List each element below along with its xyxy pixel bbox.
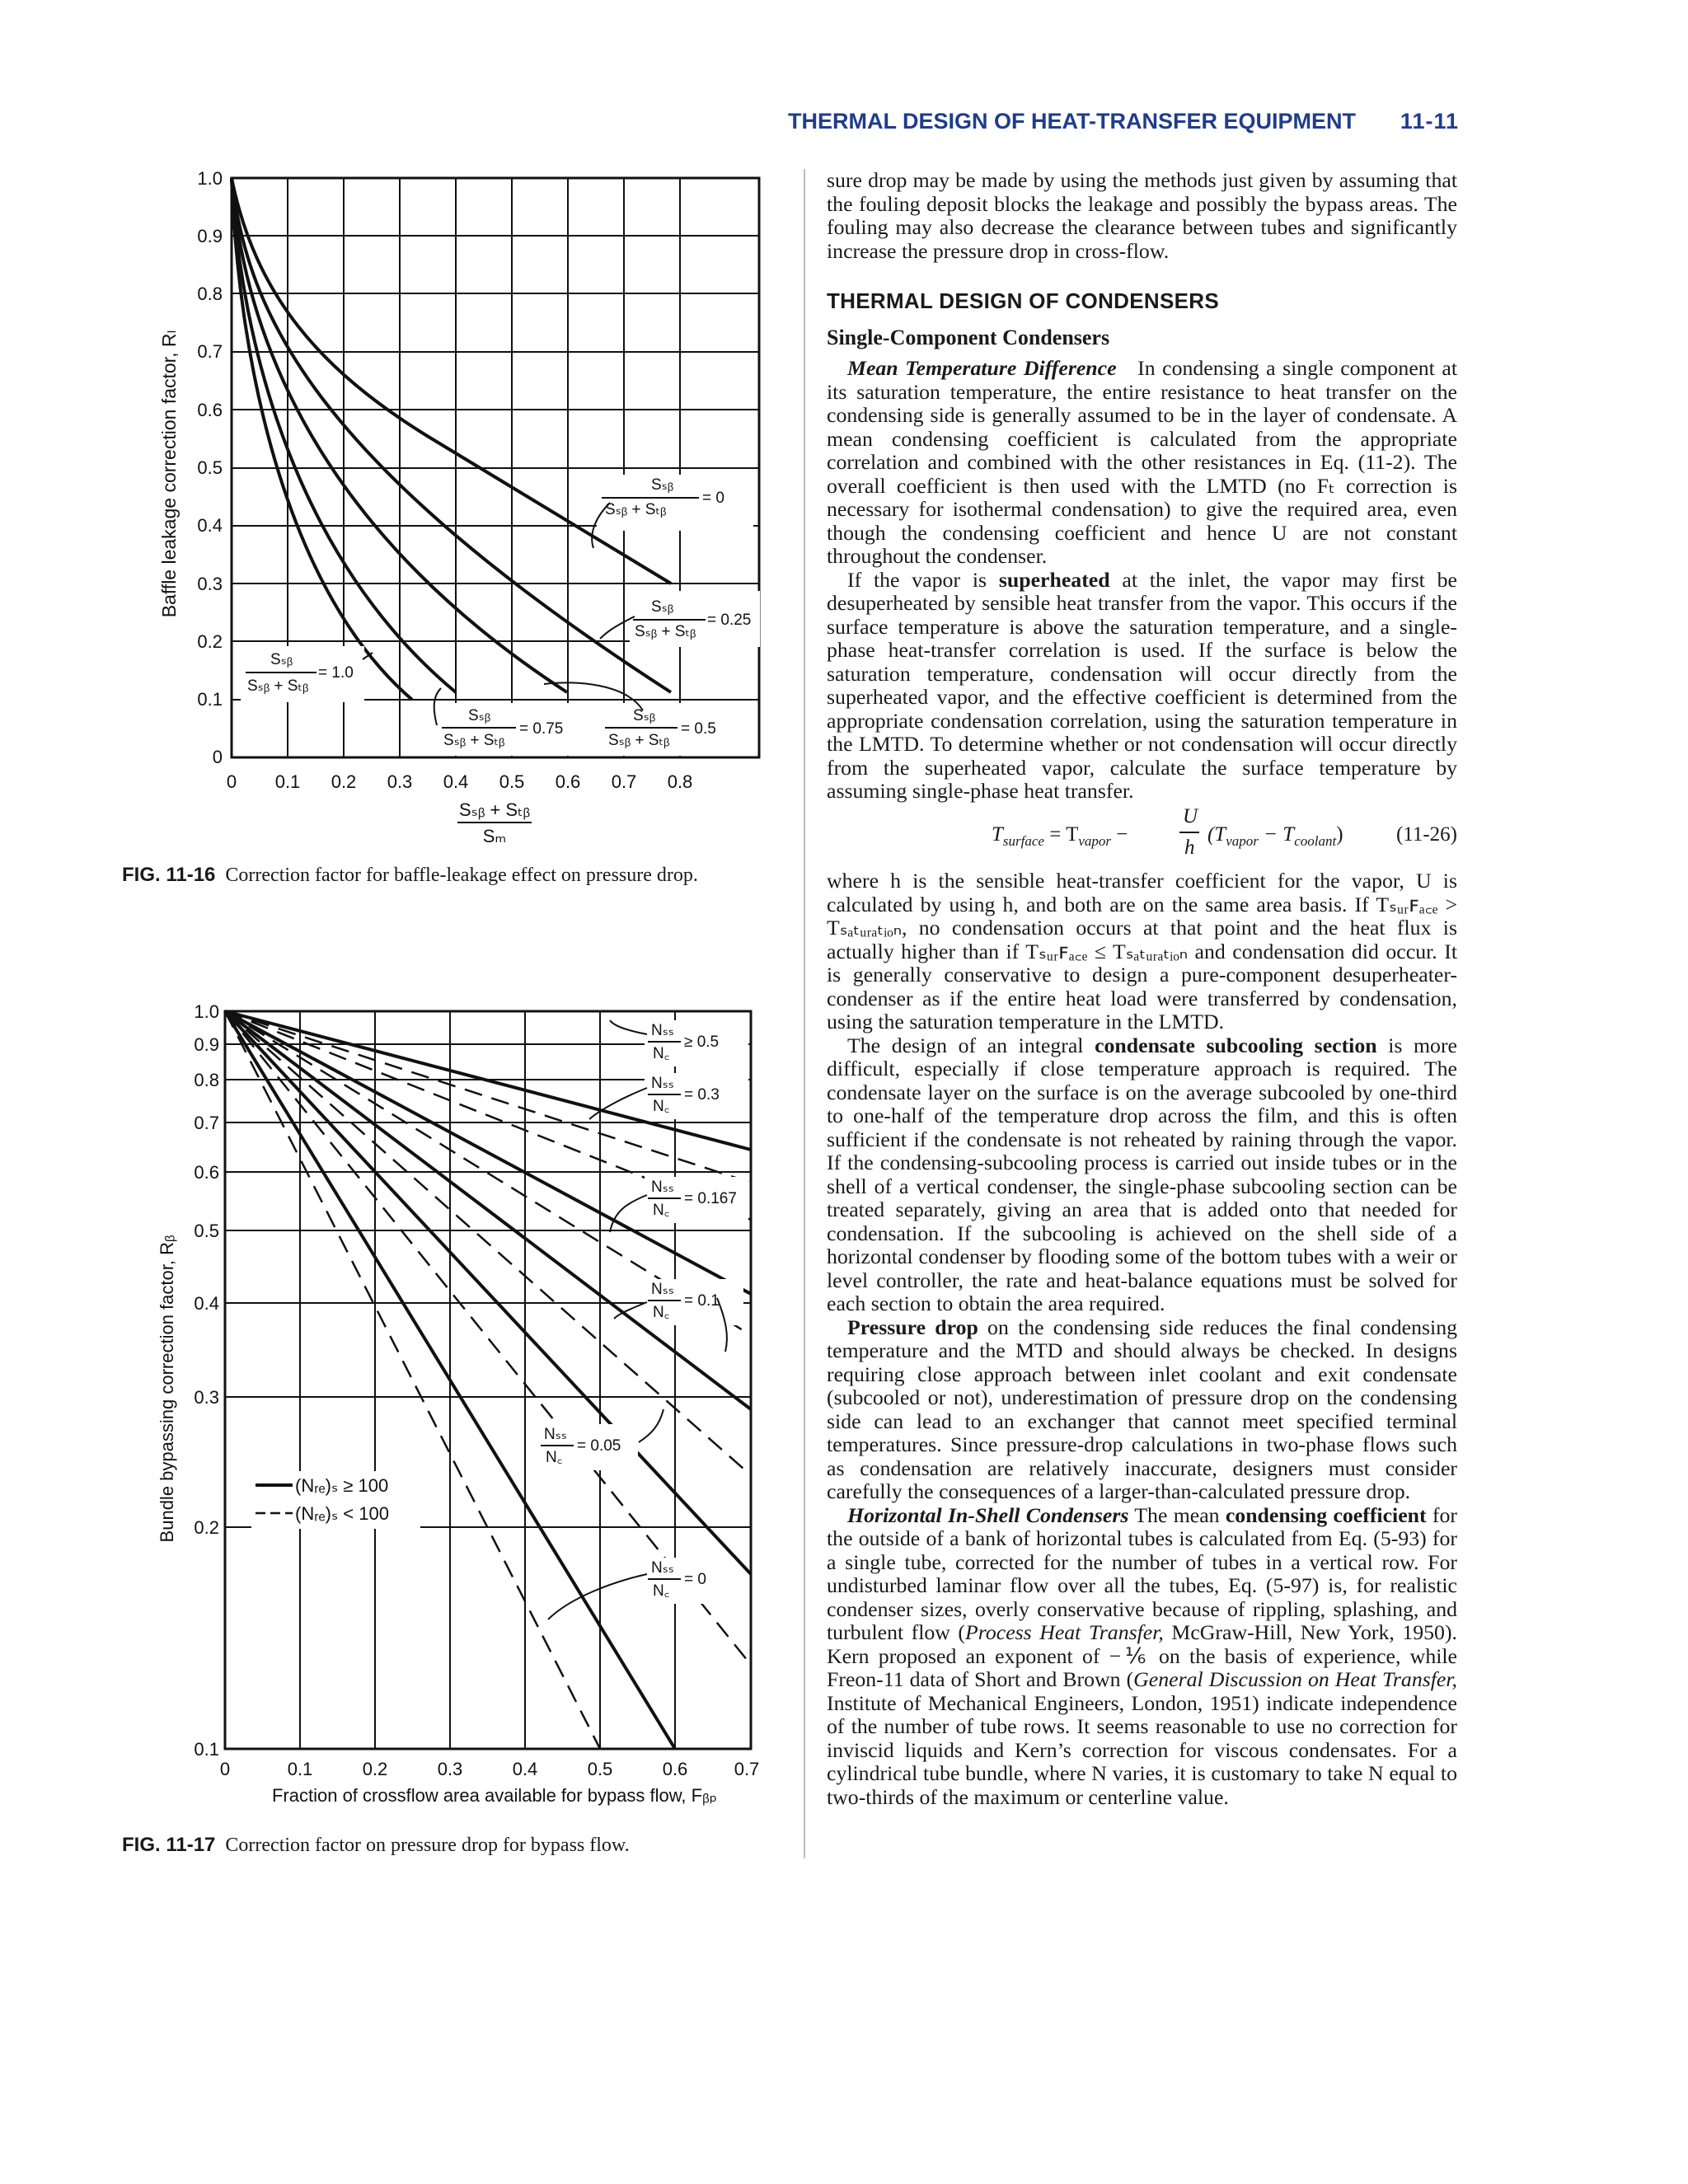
section-heading: THERMAL DESIGN OF CONDENSERS — [827, 288, 1219, 313]
y-tick: 0.4 — [194, 1293, 219, 1314]
svg-text:= 0.3: = 0.3 — [684, 1086, 720, 1104]
svg-text:= 0.5: = 0.5 — [681, 720, 716, 738]
x-tick: 0.2 — [331, 771, 357, 792]
page-number: 11-11 — [1400, 109, 1459, 134]
svg-text:N꜀: N꜀ — [653, 1304, 670, 1321]
svg-text:Sₛᵦ + Sₜᵦ: Sₛᵦ + Sₜᵦ — [608, 732, 670, 749]
y-tick: 0 — [212, 747, 223, 767]
y-axis-label: Baffle leakage correction factor, Rₗ — [158, 330, 180, 618]
fig17-ticks-x — [220, 1759, 759, 1779]
body-block-2: where h is the sensible heat-transfer coefficient for the vapor, U is calculated by using h, and both are on the same area basis. If Tₛᵤᵣꜰₐ꜀ₑ > Tₛₐₜᵤᵣₐₜᵢₒₙ, no condensation occurs at that point and the heat flux is actually higher than if Tₛᵤᵣꜰₐ꜀ₑ ≤ Tₛₐₜᵤᵣₐₜᵢₒₙ and condensation did occur. It is generally conservative to design a pure-component desuperheater-condenser as if the entire heat load were transferred by condensation, using the saturation temperature in the LMTD. The design of an integral condensate subcooling section is more difficult, especially if close temperature approach is required. The condensate layer on the surface is on the average subcooled by one-third to one-half of the temperature drop across the film, and this is often sufficient if the condensate is not reheated by raining through the vapor. If the condensing-subcooling process is carried out inside tubes or in the shell of a vertical condenser, the single-phase subcooling section can be treated separately, giving an area that is added onto that needed for condensation. If the subcooling is achieved on the shell side of a horizontal condenser by flooding some of the bottom tubes with a weir or level controller, the rate and heat-balance equations must be solved for each section to obtain the area required. Pressure drop on the condensing side reduces the final condensing temperature and the MTD and should always be checked. In designs requiring close approach between inlet coolant and exit condensate (subcooled or not), underestimation of pressure drop on the condensing side can lead to an exchanger that cannot meet specified terminal temperatures. Since pressure-drop calculations in two-phase flows such as condensation are relatively inaccurate, designers must consider carefully the consequences of a larger-than-calculated pressure drop. Horizontal In-Shell Condensers The mean condensing coefficient for the outside of a bank of horizontal tubes is calculated from Eq. (5-93) for a single tube, corrected for the number of tubes in a vertical row. For undisturbed laminar flow over all the tubes, Eq. (5-97) is, for realistic condenser sizes, overly conservative because of rippling, splashing, and turbulent flow (Process Heat Transfer, McGraw-Hill, New York, 1950). Kern proposed an exponent of −⅙ on the basis of experience, while Freon-11 data of Short and Brown (General Discussion on Heat Transfer, Institute of Mechanical Engineers, London, 1951) indicate independence of the number of tube rows. It seems reasonable to use no correction for inviscid liquids and Kern’s correction for viscous condensates. For a cylindrical tube bundle, where N varies, it is customary to take N equal to two-thirds of the maximum or centerline value. — [827, 869, 1458, 1809]
svg-text:Nₛₛ: Nₛₛ — [651, 1281, 674, 1298]
svg-text:Sₛᵦ + Sₜᵦ: Sₛᵦ + Sₜᵦ — [443, 732, 505, 749]
svg-text:= 0.167: = 0.167 — [684, 1190, 737, 1207]
y-tick: 0.7 — [197, 341, 223, 362]
svg-text:Sₛᵦ + Sₜᵦ: Sₛᵦ + Sₜᵦ — [635, 623, 696, 640]
x-tick: 0.2 — [362, 1759, 388, 1779]
y-tick: 0.6 — [194, 1162, 219, 1183]
x-tick: 0 — [226, 771, 237, 792]
svg-text:= 0: = 0 — [702, 490, 724, 507]
fig16-caption: FIG. 11-16 Correction factor for baffle-leakage effect on pressure drop. — [122, 864, 698, 886]
x-tick: 0 — [219, 1759, 231, 1779]
svg-text:(Nᵣₑ)ₛ ≥ 100: (Nᵣₑ)ₛ ≥ 100 — [295, 1475, 389, 1496]
equation-11-26: $T_{surface} = T_{vapor}$ − U h $(T_{vapor} - T_{coolant})$ (11-26) — [992, 805, 1457, 859]
y-tick: 0.9 — [197, 226, 223, 246]
svg-text:≥ 0.5: ≥ 0.5 — [684, 1033, 720, 1051]
svg-text:N꜀: N꜀ — [653, 1045, 670, 1062]
svg-text:Sₛᵦ: Sₛᵦ — [651, 598, 674, 616]
x-tick: 0.6 — [555, 771, 581, 792]
horizontal-condensers-heading: Horizontal In-Shell Condensers — [847, 1502, 1129, 1527]
y-tick: 0.8 — [197, 284, 223, 304]
y-tick: 0.2 — [197, 631, 223, 652]
y-tick: 0.9 — [194, 1034, 219, 1055]
fig17-ticks-y — [194, 1001, 219, 1760]
x-tick: 0.5 — [587, 1759, 613, 1779]
fig17-labels — [537, 1020, 748, 1604]
y-tick: 0.7 — [194, 1113, 219, 1133]
svg-text:Sₛᵦ + Sₜᵦ: Sₛᵦ + Sₜᵦ — [605, 501, 667, 518]
y-tick: 0.1 — [197, 689, 223, 710]
svg-text:N꜀: N꜀ — [653, 1098, 670, 1115]
body-block-1: Mean Temperature Difference In condensing a single component at its saturation temperature, the entire resistance to heat transfer on the condensing side is generally assumed to be in the layer of condensate. A mean condensing coefficient is calculated from the appropriate correlation and combined with the other resistances in Eq. (11-2). The overall coefficient is then used with the LMTD (no Fₜ correction is necessary for isothermal condensation) to give the required area, even though the condensing coefficient and hence U are not constant throughout the condenser. If the vapor is superheated at the inlet, the vapor may first be desuperheated by sensible heat transfer from the vapor. This occurs if the surface temperature is above the saturation temperature, and a single-phase heat-transfer correlation is used. If the surface is below the saturation temperature, condensation will occur directly from the superheated vapor, and the effective coefficient is determined from the appropriate condensation correlation, using the saturation temperature in the LMTD. To determine whether or not condensation will occur directly from the superheated vapor, calculate the surface temperature by assuming single-phase heat transfer. — [827, 356, 1457, 803]
y-tick: 0.3 — [197, 574, 223, 594]
figure-11-17 — [0, 948, 804, 1821]
x-tick: 0.7 — [734, 1759, 760, 1779]
svg-text:= 0.1: = 0.1 — [684, 1292, 720, 1310]
x-tick: 0.1 — [287, 1759, 313, 1779]
fig16-ticks-x — [227, 771, 692, 792]
fig17-legend — [251, 1471, 420, 1529]
column-divider — [804, 169, 805, 1858]
svg-text:Sₛᵦ: Sₛᵦ — [468, 707, 491, 724]
fig16-curves — [232, 178, 674, 700]
svg-text:Sₛᵦ: Sₛᵦ — [651, 476, 674, 494]
x-tick: 0.4 — [512, 1759, 538, 1779]
x-tick: 0.4 — [443, 771, 469, 792]
subsection-heading: Single-Component Condensers — [827, 326, 1110, 349]
svg-text:= 0.75: = 0.75 — [519, 720, 564, 738]
running-header — [779, 105, 1459, 138]
svg-text:N꜀: N꜀ — [653, 1582, 670, 1600]
y-tick: 0.5 — [197, 457, 223, 478]
svg-text:Sₛᵦ + Sₜᵦ: Sₛᵦ + Sₜᵦ — [247, 677, 309, 695]
svg-text:= 0.05: = 0.05 — [577, 1437, 621, 1455]
y-tick: 0.1 — [194, 1739, 219, 1760]
running-header-title: THERMAL DESIGN OF HEAT-TRANSFER EQUIPMENT — [787, 109, 1356, 134]
x-tick: 0.5 — [499, 771, 525, 792]
y-tick: 0.2 — [194, 1517, 219, 1538]
x-axis-label — [457, 799, 532, 846]
curve-ratio-025 — [232, 178, 674, 692]
x-tick: 0.3 — [387, 771, 413, 792]
svg-text:= 0.25: = 0.25 — [707, 612, 752, 629]
y-axis-label: Bundle bypassing correction factor, Rᵦ — [157, 1235, 177, 1543]
y-tick: 0.3 — [194, 1387, 219, 1408]
svg-text:Nₛₛ: Nₛₛ — [651, 1179, 674, 1196]
svg-text:Sₛᵦ: Sₛᵦ — [270, 651, 293, 668]
y-tick: 0.8 — [194, 1070, 219, 1090]
svg-text:Sₛᵦ + Sₜᵦ: Sₛᵦ + Sₜᵦ — [458, 799, 531, 820]
fig17-grid — [225, 1011, 751, 1749]
svg-text:Sₛᵦ: Sₛᵦ — [633, 707, 656, 724]
y-tick: 0.6 — [197, 400, 223, 420]
figure-11-16 — [0, 0, 804, 907]
y-tick: 0.4 — [197, 515, 223, 536]
svg-text:Sₘ: Sₘ — [482, 826, 507, 846]
svg-text:= 1.0: = 1.0 — [318, 664, 354, 682]
svg-text:(Nᵣₑ)ₛ < 100: (Nᵣₑ)ₛ < 100 — [295, 1503, 389, 1524]
y-tick: 1.0 — [197, 168, 223, 189]
y-tick: 0.5 — [194, 1221, 219, 1241]
svg-text:N꜀: N꜀ — [546, 1449, 563, 1466]
x-tick: 0.6 — [662, 1759, 688, 1779]
svg-text:N꜀: N꜀ — [653, 1202, 670, 1219]
x-tick: 0.7 — [611, 771, 637, 792]
x-tick: 0.3 — [437, 1759, 463, 1779]
mtd-heading: Mean Temperature Difference — [847, 356, 1117, 380]
svg-text:Nₛₛ: Nₛₛ — [651, 1075, 674, 1092]
y-tick: 1.0 — [194, 1001, 219, 1022]
x-tick: 0.8 — [667, 771, 693, 792]
x-tick: 0.1 — [274, 771, 301, 792]
fig16-ticks-y — [197, 168, 223, 767]
svg-text:Nₛₛ: Nₛₛ — [651, 1559, 674, 1577]
svg-text:Nₛₛ: Nₛₛ — [544, 1426, 567, 1443]
intro-paragraph: sure drop may be made by using the methods just given by assuming that the fouling deposit blocks the leakage and possibly the bypass areas. The fouling may also decrease the clearance between tubes and significantly increase the pressure drop in cross-flow. — [827, 168, 1457, 263]
svg-text:Nₛₛ: Nₛₛ — [651, 1022, 674, 1039]
svg-text:= 0: = 0 — [684, 1571, 706, 1588]
fig17-caption: FIG. 11-17 Correction factor on pressure drop for bypass flow. — [122, 1834, 630, 1856]
x-axis-label: Fraction of crossflow area available for bypass flow, Fᵦₚ — [271, 1785, 718, 1806]
